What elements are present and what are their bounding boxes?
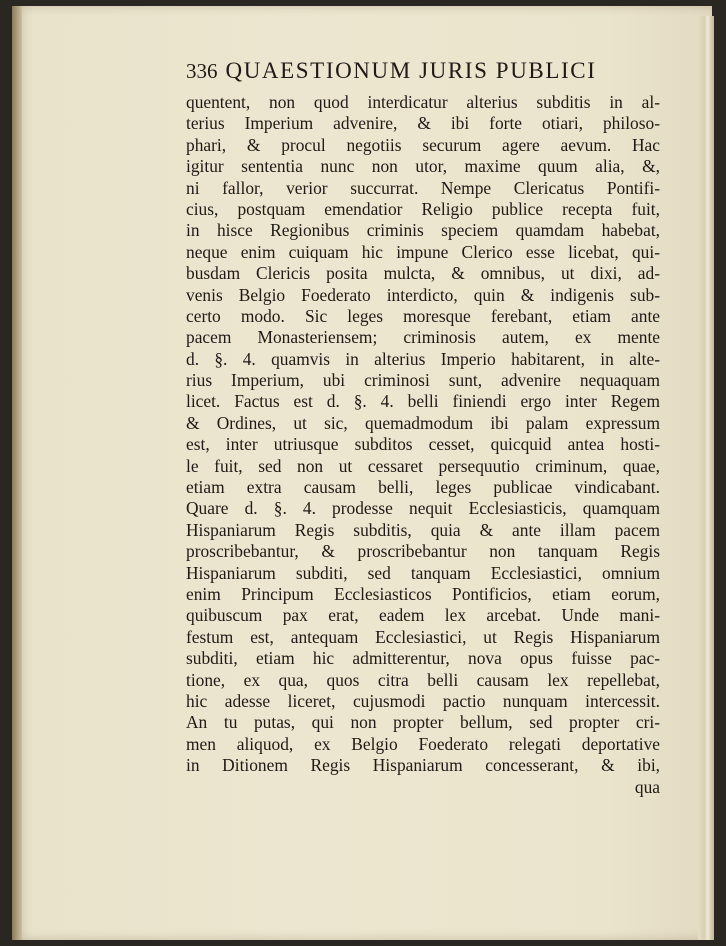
text-line: cius, postquam emendatior Religio publice recepta fuit, xyxy=(186,198,660,219)
text-line: tione, ex qua, quos citra belli causam lex repellebat, xyxy=(186,669,660,690)
page-number: 336 xyxy=(186,59,218,83)
text-line: quentent, non quod interdicatur alterius subditis in al- xyxy=(186,92,660,112)
text-line: d. §. 4. quamvis in alterius Imperio habitarent, in alte- xyxy=(186,348,660,369)
text-block xyxy=(186,58,660,798)
text-line: licet. Factus est d. §. 4. belli finiendi ergo inter Regem xyxy=(186,391,660,412)
text-line: ni fallor, verior succurrat. Nempe Clericatus Pontifi- xyxy=(186,177,660,198)
text-line: men aliquod, ex Belgio Foederato relegati deportative xyxy=(186,733,660,754)
text-line: festum est, antequam Ecclesiastici, ut Regis Hispaniarum xyxy=(186,626,660,647)
text-line: terius Imperium advenire, & ibi forte otiari, philoso- xyxy=(186,113,660,134)
text-line: Hispaniarum subditi, sed tanquam Ecclesiastici, omnium xyxy=(186,562,660,583)
text-line: Quare d. §. 4. prodesse nequit Ecclesiasticis, quamquam xyxy=(186,498,660,519)
text-line: igitur sententia nunc non utor, maxime quum alia, &, xyxy=(186,156,660,177)
text-line: enim Principum Ecclesiasticos Pontificios, etiam eorum, xyxy=(186,583,660,604)
text-line: venis Belgio Foederato interdicto, quin & indigenis sub- xyxy=(186,284,660,305)
text-line: phari, & procul negotiis securum agere aevum. Hac xyxy=(186,134,660,155)
body-text xyxy=(186,92,660,777)
page-sheet xyxy=(12,6,712,940)
text-line: in hisce Regionibus criminis speciem quamdam habebat, xyxy=(186,220,660,241)
text-line: busdam Clericis posita mulcta, & omnibus, ut dixi, ad- xyxy=(186,263,660,284)
text-line: pacem Monasteriensem; criminosis autem, ex mente xyxy=(186,327,660,348)
text-line: le fuit, sed non ut cessaret persequutio criminum, quae, xyxy=(186,455,660,476)
text-line: & Ordines, ut sic, quemadmodum ibi palam expressum xyxy=(186,412,660,433)
book-gutter xyxy=(12,6,22,940)
page-header xyxy=(186,58,660,92)
page-edge xyxy=(698,16,714,940)
text-line: certo modo. Sic leges moresque ferebant, etiam ante xyxy=(186,305,660,326)
text-line: est, inter utriusque subditos cesset, quicquid antea hosti- xyxy=(186,434,660,455)
text-line: subditi, etiam hic admitterentur, nova opus fuisse pac- xyxy=(186,648,660,669)
text-line: proscribebantur, & proscribebantur non tanquam Regis xyxy=(186,541,660,562)
running-head: QUAESTIONUM JURIS PUBLICI xyxy=(225,58,597,83)
text-line: etiam extra causam belli, leges publicae vindicabant. xyxy=(186,477,660,498)
text-line: neque enim cuiquam hic impune Clerico esse licebat, qui- xyxy=(186,241,660,262)
text-line: An tu putas, qui non propter bellum, sed propter cri- xyxy=(186,712,660,733)
text-line: quibuscum pax erat, eadem lex arcebat. Unde mani- xyxy=(186,605,660,626)
text-line: Hispaniarum Regis subditis, quia & ante illam pacem xyxy=(186,519,660,540)
text-line: hic adesse liceret, cujusmodi pactio nunquam intercessit. xyxy=(186,690,660,711)
catchword: qua xyxy=(634,776,660,797)
text-line: in Ditionem Regis Hispaniarum concesserant, & ibi, xyxy=(186,755,660,776)
text-line: rius Imperium, ubi criminosi sunt, advenire nequaquam xyxy=(186,370,660,391)
